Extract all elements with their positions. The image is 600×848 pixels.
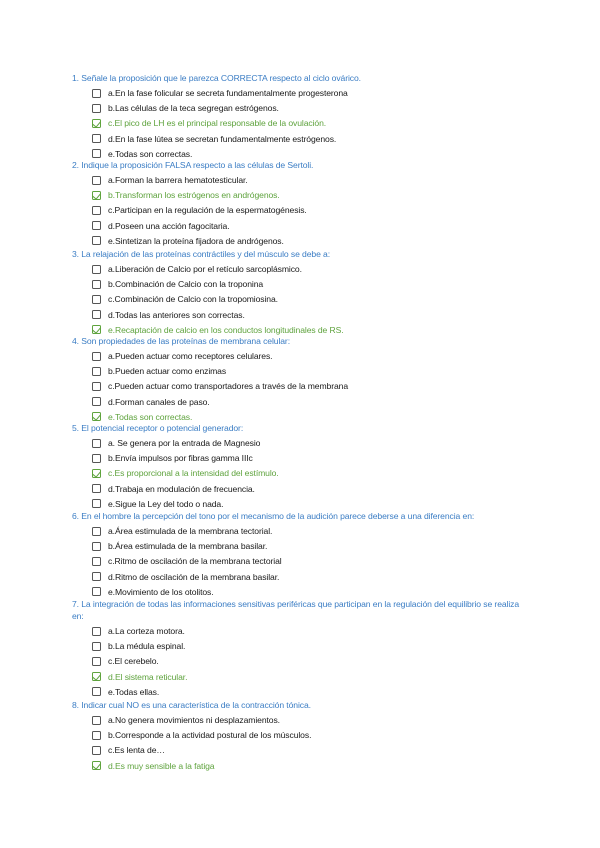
option-label: d.Todas las anteriores son correctas. (108, 309, 245, 320)
checkmark-icon (92, 469, 100, 478)
option-label: a.En la fase folicular se secreta fundamentalmente progesterona (108, 88, 348, 98)
option-label: c.Ritmo de oscilación de la membrana tectorial (108, 556, 282, 567)
checked-checkbox-icon[interactable] (92, 325, 101, 334)
checkmark-icon (92, 413, 100, 422)
checkbox-icon[interactable] (92, 484, 101, 493)
checkbox-icon[interactable] (92, 439, 101, 448)
checkbox-icon[interactable] (92, 310, 101, 319)
checkmark-icon (92, 761, 100, 770)
checkbox-icon[interactable] (92, 149, 101, 158)
option-label: e.Sintetizan la proteína fijadora de andrógenos. (108, 235, 284, 246)
question-3-text: 3. La relajación de las proteínas contráctiles y del músculo se debe a: (72, 249, 331, 259)
question-4-option-c[interactable] (92, 380, 348, 392)
question-1-text: 1. Señale la proposición que le parezca CORRECTA respecto al ciclo ovárico. (72, 73, 361, 83)
question-7-text: 7. La integración de todas las informaciones sensitivas periféricas que participan en la regulación del equilibrio se realiza en: (72, 599, 520, 621)
question-3-option-b[interactable] (92, 278, 263, 290)
option-label: c.Es lenta de… (108, 745, 165, 756)
checkbox-icon[interactable] (92, 627, 101, 636)
checkbox-icon[interactable] (92, 295, 101, 304)
question-7-option-c[interactable] (92, 655, 159, 667)
option-label: a.Liberación de Calcio por el retículo sarcoplásmico. (108, 264, 302, 274)
checkmark-icon (92, 119, 100, 128)
question-3-option-e[interactable] (92, 324, 344, 336)
option-label: b.Área estimulada de la membrana basilar. (108, 541, 268, 552)
checkbox-icon[interactable] (92, 657, 101, 666)
question-1-option-b[interactable] (92, 102, 279, 114)
question-6-option-e[interactable] (92, 586, 214, 598)
checkbox-icon[interactable] (92, 687, 101, 696)
question-7-option-b[interactable] (92, 640, 185, 652)
option-label: e.Movimiento de los otolitos. (108, 586, 214, 597)
option-label: d.Es muy sensible a la fatiga (108, 760, 215, 771)
option-label: b.La médula espinal. (108, 641, 186, 652)
option-label: c.Pueden actuar como transportadores a través de la membrana (108, 381, 349, 392)
question-8-option-d[interactable] (92, 760, 215, 772)
option-label: b.Las células de la teca segregan estrógenos. (108, 103, 279, 114)
option-label: d.En la fase lútea se secretan fundamentalmente estrógenos. (108, 133, 337, 144)
checkmark-icon (92, 326, 100, 335)
question-2-option-c[interactable] (92, 204, 307, 216)
question-5-option-b[interactable] (92, 452, 253, 464)
checked-checkbox-icon[interactable] (92, 761, 101, 770)
option-label: b.Transforman los estrógenos en andrógenos. (108, 190, 280, 201)
option-label: b.Corresponde a la actividad postural de los músculos. (108, 730, 312, 741)
question-1-option-d[interactable] (92, 133, 336, 145)
checkbox-icon[interactable] (92, 542, 101, 551)
checkbox-icon[interactable] (92, 89, 101, 98)
option-label: d.Trabaja en modulación de frecuencia. (108, 483, 255, 494)
question-4-option-e[interactable] (92, 411, 192, 423)
option-label: e.Recaptación de calcio en los conductos longitudinales de RS. (108, 324, 344, 335)
option-label: d.Poseen una acción fagocitaria. (108, 220, 230, 231)
option-label: e.Sigue la Ley del todo o nada. (108, 498, 224, 509)
question-1-option-e[interactable] (92, 148, 192, 160)
question-4-option-d[interactable] (92, 396, 210, 408)
checkbox-icon[interactable] (92, 587, 101, 596)
option-label: d.Forman canales de paso. (108, 396, 210, 407)
question-7-option-e[interactable] (92, 686, 159, 698)
question-3-option-c[interactable] (92, 293, 278, 305)
checkbox-icon[interactable] (92, 454, 101, 463)
question-4-option-b[interactable] (92, 365, 226, 377)
checkbox-icon[interactable] (92, 221, 101, 230)
question-8-option-b[interactable] (92, 729, 311, 741)
checkbox-icon[interactable] (92, 716, 101, 725)
question-2-option-e[interactable] (92, 235, 284, 247)
option-label: e.Todas son correctas. (108, 411, 193, 422)
option-label: b.Combinación de Calcio con la troponina (108, 279, 264, 290)
option-label: c.Es proporcional a la intensidad del estímulo. (108, 468, 279, 479)
question-3-option-a[interactable] (92, 263, 302, 275)
question-2-option-a[interactable] (92, 174, 248, 186)
option-label: d.El sistema reticular. (108, 671, 188, 682)
checked-checkbox-icon[interactable] (92, 412, 101, 421)
option-label: a.No genera movimientos ni desplazamientos. (108, 715, 280, 725)
checkbox-icon[interactable] (92, 499, 101, 508)
option-label: b.Pueden actuar como enzimas (108, 366, 227, 377)
question-6-option-b[interactable] (92, 540, 267, 552)
question-5-option-c[interactable] (92, 467, 279, 479)
question-2-text: 2. Indique la proposición FALSA respecto a las células de Sertoli. (72, 160, 314, 170)
question-3-option-d[interactable] (92, 309, 245, 321)
checkbox-icon[interactable] (92, 352, 101, 361)
checkmark-icon (92, 191, 100, 200)
question-6-text: 6. En el hombre la percepción del tono por el mecanismo de la audición parece deberse a una diferencia en: (72, 511, 475, 521)
option-label: e.Todas son correctas. (108, 148, 193, 159)
checked-checkbox-icon[interactable] (92, 469, 101, 478)
option-label: c.Combinación de Calcio con la tropomiosina. (108, 294, 278, 305)
question-5-text: 5. El potencial receptor o potencial generador: (72, 423, 244, 433)
checkbox-icon[interactable] (92, 731, 101, 740)
question-7-option-a[interactable] (92, 625, 185, 637)
option-label: c.Participan en la regulación de la espermatogénesis. (108, 205, 307, 216)
checkbox-icon[interactable] (92, 642, 101, 651)
question-2-option-b[interactable] (92, 189, 280, 201)
option-label: e.Todas ellas. (108, 686, 160, 697)
question-2-option-d[interactable] (92, 220, 230, 232)
question-8-text: 8. Indicar cual NO es una característica de la contracción tónica. (72, 700, 311, 710)
checkmark-icon (92, 672, 100, 681)
checkbox-icon[interactable] (92, 367, 101, 376)
question-6-option-d[interactable] (92, 571, 279, 583)
checkbox-icon[interactable] (92, 236, 101, 245)
question-7-option-d[interactable] (92, 671, 187, 683)
checkbox-icon[interactable] (92, 746, 101, 755)
checkbox-icon[interactable] (92, 104, 101, 113)
checkbox-icon[interactable] (92, 206, 101, 215)
checkbox-icon[interactable] (92, 557, 101, 566)
question-5-option-d[interactable] (92, 483, 255, 495)
option-label: a.Área estimulada de la membrana tectorial. (108, 526, 273, 536)
option-label: a.La corteza motora. (108, 626, 185, 636)
option-label: b.Envía impulsos por fibras gamma IIIc (108, 453, 253, 464)
checkbox-icon[interactable] (92, 265, 101, 274)
question-4-text: 4. Son propiedades de las proteínas de membrana celular: (72, 336, 290, 346)
question-6-option-a[interactable] (92, 525, 272, 537)
question-8-option-a[interactable] (92, 714, 280, 726)
question-8-option-c[interactable] (92, 744, 165, 756)
option-label: a.Forman la barrera hematotesticular. (108, 175, 248, 185)
question-5-option-a[interactable] (92, 437, 260, 449)
option-label: c.El cerebelo. (108, 656, 159, 667)
checkbox-icon[interactable] (92, 397, 101, 406)
checkbox-icon[interactable] (92, 572, 101, 581)
option-label: a. Se genera por la entrada de Magnesio (108, 438, 261, 448)
option-label: c.El pico de LH es el principal responsable de la ovulación. (108, 118, 327, 129)
checked-checkbox-icon[interactable] (92, 672, 101, 681)
checked-checkbox-icon[interactable] (92, 119, 101, 128)
checkbox-icon[interactable] (92, 134, 101, 143)
question-5-option-e[interactable] (92, 498, 223, 510)
question-1-option-c[interactable] (92, 117, 326, 129)
question-1-option-a[interactable] (92, 87, 348, 99)
checkbox-icon[interactable] (92, 176, 101, 185)
option-label: d.Ritmo de oscilación de la membrana basilar. (108, 571, 280, 582)
option-label: a.Pueden actuar como receptores celulares. (108, 351, 273, 361)
question-4-option-a[interactable] (92, 350, 272, 362)
checkbox-icon[interactable] (92, 382, 101, 391)
checkbox-icon[interactable] (92, 527, 101, 536)
checkbox-icon[interactable] (92, 280, 101, 289)
question-6-option-c[interactable] (92, 555, 282, 567)
checked-checkbox-icon[interactable] (92, 191, 101, 200)
